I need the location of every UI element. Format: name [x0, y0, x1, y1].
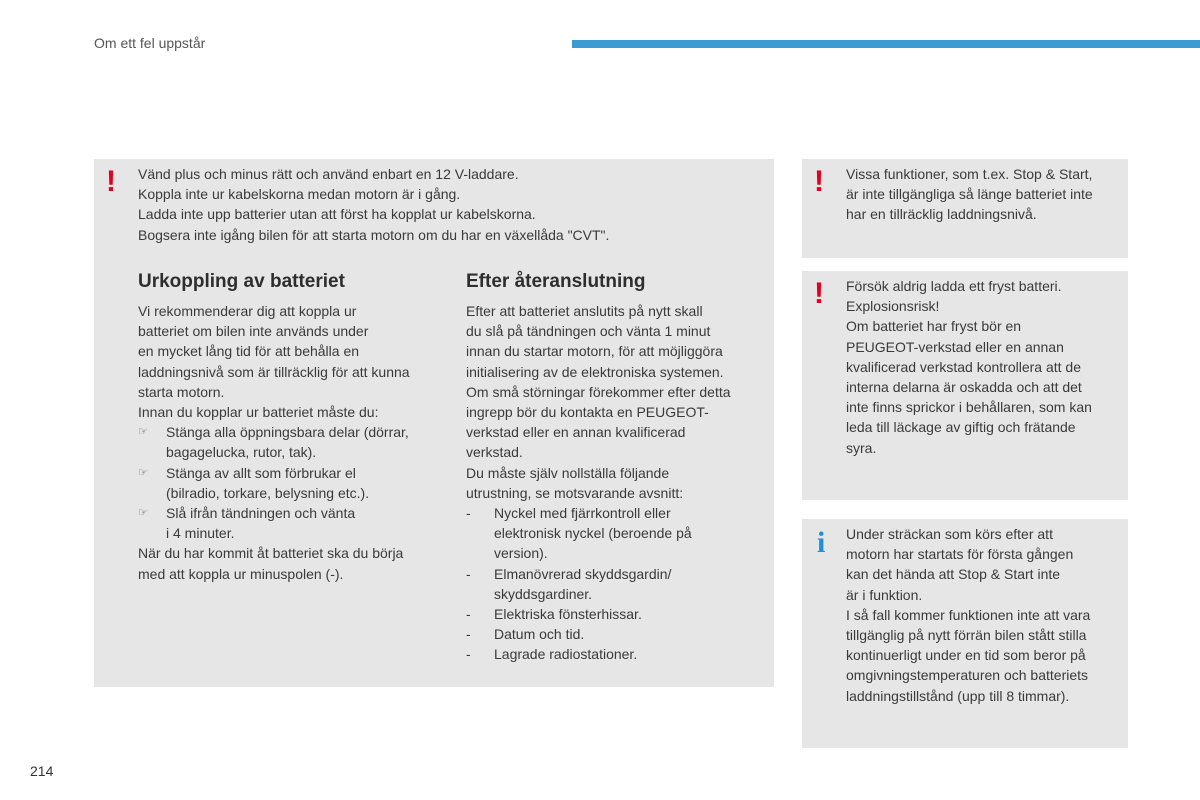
- list-item-line: i 4 minuter.: [166, 525, 235, 542]
- list-dash: -: [466, 565, 471, 582]
- main-warning-text: [138, 164, 758, 245]
- warning-line: Explosionsrisk!: [846, 298, 940, 315]
- list-item-line: Elmanövrerad skyddsgardin/: [494, 565, 672, 582]
- paragraph-line: Du måste själv nollställa följande: [466, 464, 670, 481]
- warning-line: Ladda inte upp batterier utan att först ha kopplat ur kabelskorna.: [138, 206, 536, 223]
- paragraph-line: Efter att batteriet anslutits på nytt skall: [466, 303, 703, 319]
- paragraph-line: Innan du kopplar ur batteriet måste du:: [138, 404, 379, 421]
- list-item-line: Datum och tid.: [494, 626, 585, 643]
- section-after-reconnection: [466, 270, 764, 665]
- section-heading: Urkoppling av batteriet: [138, 271, 345, 292]
- warning-exclamation-icon: !: [106, 165, 116, 198]
- info-line: tillgänglig på nytt förrän bilen stått stilla: [846, 627, 1087, 644]
- paragraph-line: ingrepp bör du kontakta en PEUGEOT-: [466, 404, 709, 421]
- list-item: [466, 604, 764, 624]
- list-item-line: elektronisk nyckel (beroende på: [494, 525, 692, 542]
- paragraph-line: laddningsnivå som är tillräcklig för att kunna: [138, 363, 410, 380]
- pointing-hand-icon: ☞: [138, 466, 148, 479]
- warning-line: Försök aldrig ladda ett fryst batteri.: [846, 278, 1062, 294]
- list-item: [138, 463, 443, 503]
- list-item: [466, 564, 764, 604]
- list-item-line: bagagelucka, rutor, tak).: [166, 444, 317, 461]
- list-item: [138, 503, 443, 543]
- list-dash: -: [466, 626, 471, 643]
- paragraph-line: batteriet om bilen inte används under: [138, 323, 369, 340]
- list-item-line: Lagrade radiostationer.: [494, 646, 638, 663]
- warning-panel-frozen-battery: [802, 271, 1128, 500]
- warning-panel-stop-start: [802, 159, 1128, 258]
- info-panel-stop-start: [802, 519, 1128, 748]
- list-item: [466, 644, 764, 664]
- warning-line: är inte tillgängliga så länge batteriet inte: [846, 186, 1093, 203]
- list-item-line: Slå ifrån tändningen och vänta: [166, 505, 356, 522]
- section-disconnect-battery: [138, 270, 443, 584]
- info-line: motorn har startats för första gången: [846, 546, 1074, 563]
- warning-text: [846, 164, 1124, 225]
- paragraph-line: utrustning, se motsvarande avsnitt:: [466, 484, 684, 501]
- list-item-line: Stänga av allt som förbrukar el: [166, 464, 356, 481]
- list-item: [138, 422, 443, 462]
- paragraph-line: med att koppla ur minuspolen (-).: [138, 565, 344, 582]
- info-line: omgivningstemperaturen och batteriets: [846, 667, 1089, 684]
- warning-exclamation-icon: !: [814, 165, 824, 198]
- list-item-line: version).: [494, 545, 548, 562]
- paragraph-line: innan du startar motorn, för att möjliggöra: [466, 343, 723, 360]
- warning-line: Vänd plus och minus rätt och använd enbart en 12 V-laddare.: [138, 166, 519, 182]
- info-line: kontinuerligt under en tid som beror på: [846, 647, 1086, 664]
- info-line: kan det hända att Stop & Start inte: [846, 566, 1061, 583]
- info-line: I så fall kommer funktionen inte att vara: [846, 606, 1091, 623]
- paragraph-line: starta motorn.: [138, 383, 225, 400]
- warning-text: [846, 276, 1124, 458]
- list-dash: -: [466, 646, 471, 663]
- list-item: [466, 503, 764, 564]
- paragraph-line: När du har kommit åt batteriet ska du börja: [138, 545, 404, 562]
- warning-line: leda till läckage av giftig och frätande: [846, 419, 1076, 436]
- warning-line: inte finns sprickor i behållaren, som kan: [846, 399, 1092, 416]
- warning-line: Bogsera inte igång bilen för att starta motorn om du har en växellåda "CVT".: [138, 226, 610, 243]
- list-dash: -: [466, 505, 471, 522]
- list-item-line: Stänga alla öppningsbara delar (dörrar,: [166, 424, 409, 441]
- info-text: [846, 524, 1124, 706]
- warning-exclamation-icon: !: [814, 277, 824, 310]
- paragraph-line: du slå på tändningen och vänta 1 minut: [466, 323, 711, 340]
- paragraph-line: en mycket lång tid för att behålla en: [138, 343, 360, 360]
- list-item-line: Elektriska fönsterhissar.: [494, 606, 642, 623]
- pointing-hand-icon: ☞: [138, 426, 148, 439]
- info-line: laddningstillstånd (upp till 8 timmar).: [846, 687, 1070, 704]
- page-header-title: Om ett fel uppstår: [94, 35, 206, 51]
- warning-line: syra.: [846, 439, 877, 456]
- info-line: är i funktion.: [846, 586, 923, 603]
- paragraph-line: verkstad.: [466, 444, 523, 461]
- list-item-line: skyddsgardiner.: [494, 585, 593, 602]
- list-item: [466, 624, 764, 644]
- warning-line: interna delarna är oskadda och att det: [846, 379, 1082, 396]
- page-number: 214: [30, 763, 54, 779]
- paragraph-line: initialisering av de elektroniska systemen.: [466, 363, 724, 380]
- list-item-line: Nyckel med fjärrkontroll eller: [494, 505, 671, 522]
- info-icon: i: [817, 526, 826, 559]
- warning-line: PEUGEOT-verkstad eller en annan: [846, 338, 1064, 355]
- paragraph-line: verkstad eller en annan kvalificerad: [466, 424, 686, 441]
- pointing-hand-icon: ☞: [138, 507, 148, 520]
- info-line: Under sträckan som körs efter att: [846, 526, 1053, 542]
- list-item-line: (bilradio, torkare, belysning etc.).: [166, 484, 370, 501]
- warning-line: Koppla inte ur kabelskorna medan motorn är i gång.: [138, 186, 461, 203]
- warning-line: har en tillräcklig laddningsnivå.: [846, 206, 1037, 223]
- header-accent-bar: [572, 40, 1200, 48]
- section-heading: Efter återanslutning: [466, 271, 646, 292]
- warning-line: Om batteriet har fryst bör en: [846, 318, 1022, 335]
- warning-line: kvalificerad verkstad kontrollera att de: [846, 358, 1081, 375]
- main-info-panel: [94, 159, 774, 687]
- paragraph-line: Vi rekommenderar dig att koppla ur: [138, 303, 357, 319]
- list-dash: -: [466, 606, 471, 623]
- warning-line: Vissa funktioner, som t.ex. Stop & Start,: [846, 166, 1093, 182]
- paragraph-line: Om små störningar förekommer efter detta: [466, 383, 731, 400]
